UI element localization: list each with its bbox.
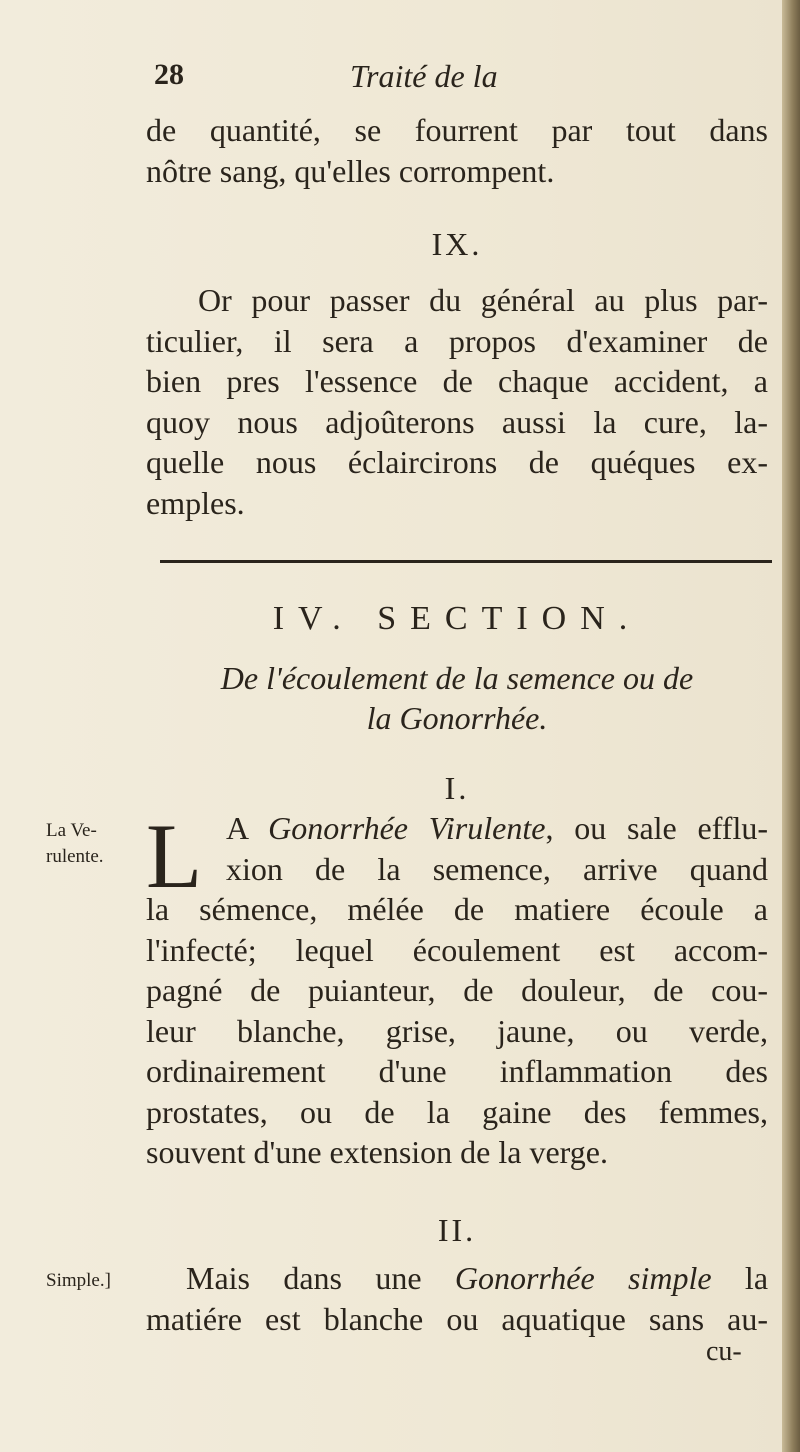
- book-gutter: [782, 0, 800, 1452]
- text-line: de quantité, se fourrent par tout dans: [146, 112, 768, 148]
- drop-cap: L: [146, 805, 203, 907]
- section-divider: [160, 560, 772, 563]
- page-header: [150, 58, 770, 98]
- text-line: Or pour passer du général au plus par-: [198, 282, 768, 318]
- text-line: pagné de puianteur, de douleur, de cou-: [146, 972, 768, 1008]
- paragraph-ix: [146, 280, 768, 523]
- page-number: 28: [154, 58, 184, 91]
- text-line: nôtre sang, qu'elles corrompent.: [146, 152, 555, 189]
- text-line: souvent d'une extension de la verge.: [146, 1134, 608, 1170]
- text-fragment: la: [711, 1260, 769, 1296]
- paragraph-ii: [146, 1258, 768, 1339]
- section-subtitle-line2: la Gonorrhée.: [366, 700, 548, 736]
- text-line: xion de la semence, arrive quand: [226, 850, 768, 887]
- section-numeral-i: I.: [444, 770, 470, 806]
- text-line: ticulier, il sera a propos d'examiner de: [146, 322, 768, 359]
- text-line: la sémence, mélée de matiere écoule a: [146, 891, 768, 927]
- text-line: ordinairement d'une inflammation des: [146, 1053, 768, 1089]
- catchword: cu-: [706, 1336, 742, 1367]
- text-line: prostates, ou de la gaine des femmes,: [146, 1093, 768, 1130]
- text-fragment: A: [226, 810, 269, 846]
- text-line: [146, 1258, 768, 1299]
- text-line: l'infecté; lequel écoulement est accom-: [146, 931, 768, 968]
- text-line: bien pres l'essence de chaque accident, a: [146, 363, 768, 399]
- italic-term: Gonorrhée simple: [454, 1260, 712, 1296]
- running-title: Traité de la: [350, 58, 498, 94]
- section-heading: IV. SECTION.: [272, 600, 642, 637]
- margin-note-simple: Simple.]: [46, 1270, 111, 1291]
- text-line: emples.: [146, 484, 245, 521]
- italic-term: Gonorrhée Virulente: [268, 810, 546, 846]
- section-numeral-ix: IX.: [431, 226, 483, 262]
- text-line: leur blanche, grise, jaune, ou verde,: [146, 1012, 768, 1049]
- text-line: [226, 808, 768, 849]
- paragraph-top: [146, 110, 768, 191]
- section-numeral-ii: II.: [437, 1212, 477, 1248]
- section-subtitle-line1: De l'écoulement de la semence ou de: [220, 660, 694, 696]
- text-line: matiére est blanche ou aquatique sans au-: [146, 1300, 768, 1337]
- margin-note-line: rulente.: [46, 846, 104, 867]
- margin-note-virulente: [46, 818, 146, 870]
- paragraph-i-opening: [226, 808, 768, 889]
- text-fragment: Mais dans une: [186, 1260, 455, 1296]
- text-fragment: , ou sale efflu-: [545, 810, 769, 846]
- text-line: quoy nous adjoûterons aussi la cure, la-: [146, 403, 768, 440]
- text-line: quelle nous éclaircirons de quéques ex-: [146, 444, 768, 480]
- paragraph-i: [146, 889, 768, 1173]
- margin-note-line: La Ve-: [46, 820, 97, 841]
